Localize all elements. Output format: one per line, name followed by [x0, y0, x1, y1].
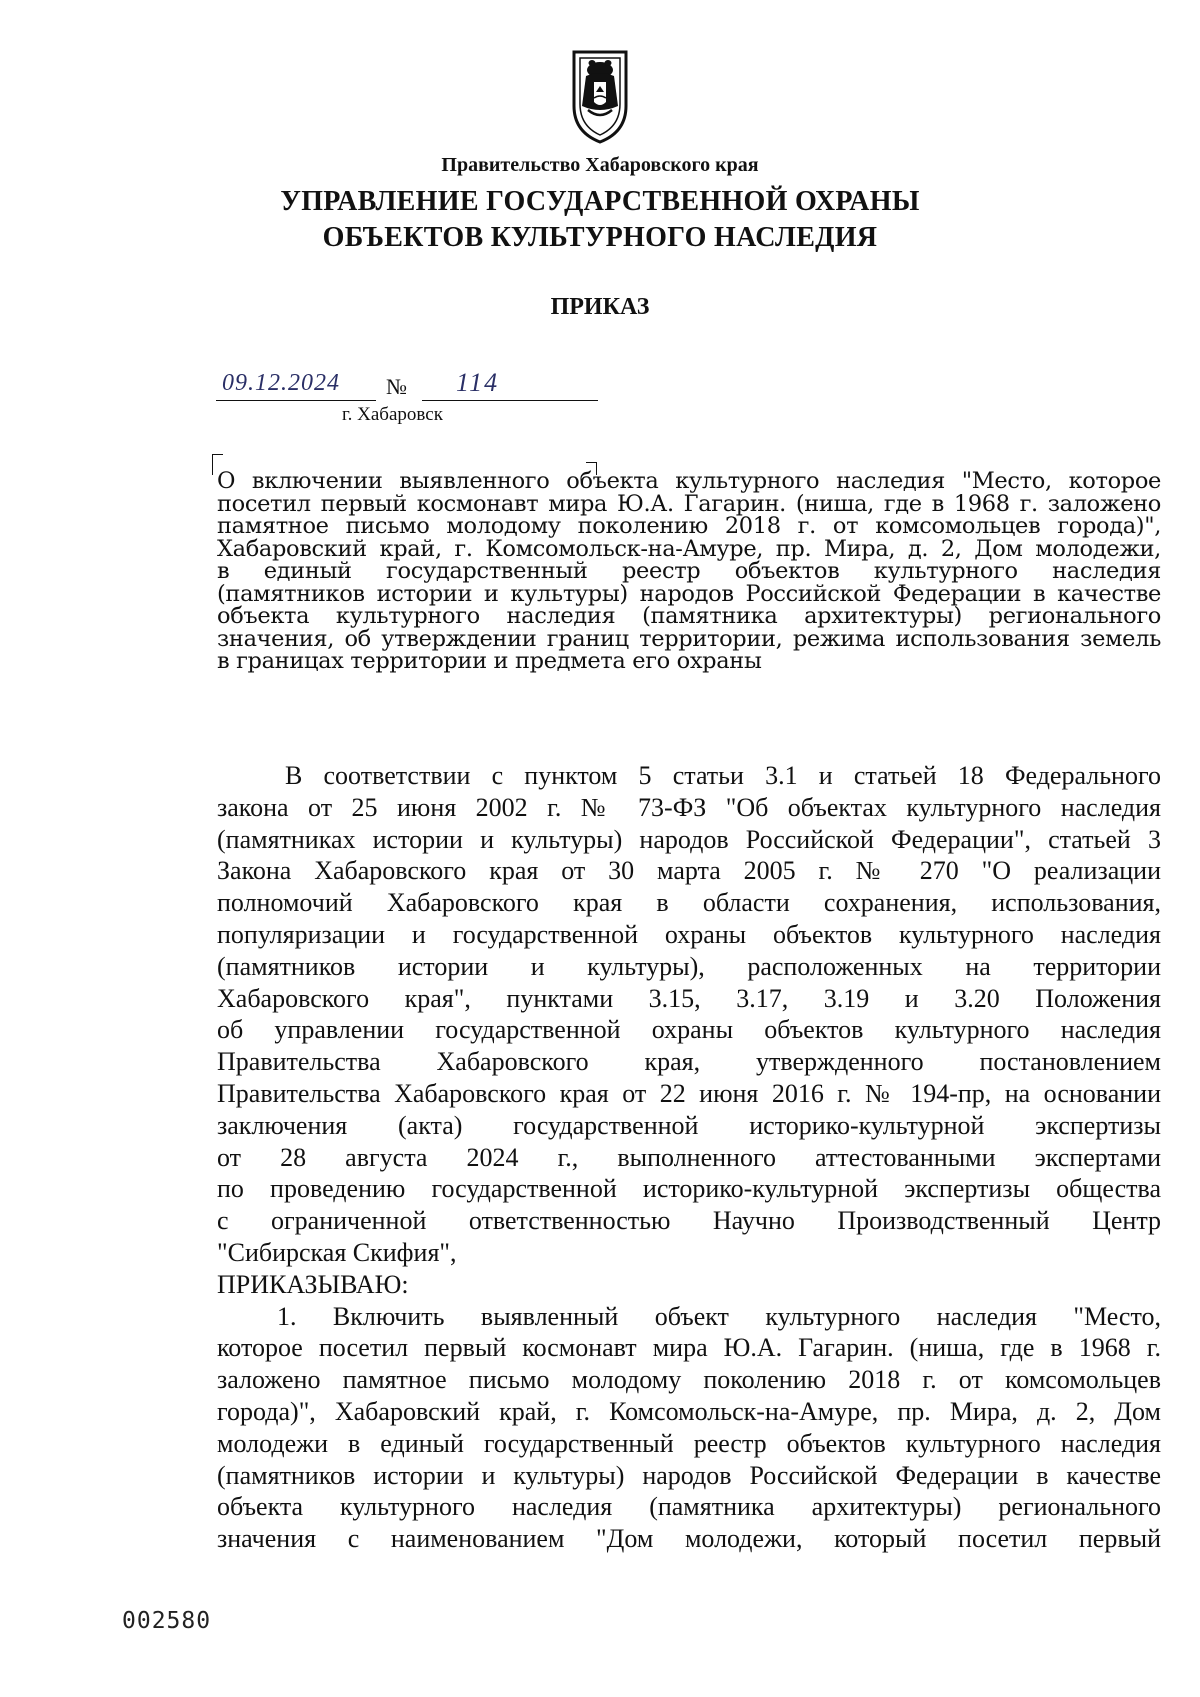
- department-title-line-1: УПРАВЛЕНИЕ ГОСУДАРСТВЕННОЙ ОХРАНЫ: [280, 186, 920, 217]
- department-title-line-2: ОБЪЕКТОВ КУЛЬТУРНОГО НАСЛЕДИЯ: [322, 222, 878, 253]
- preamble-line: Закона Хабаровского края от 30 марта 2005 г. № 270 "О реализации: [217, 856, 1161, 886]
- item-line: города)", Хабаровский край, г. Комсомольск-на-Амуре, пр. Мира, д. 2, Дом: [217, 1396, 1161, 1426]
- item-line: молодежи в единый государственный реестр объектов культурного наследия: [217, 1428, 1161, 1458]
- subject-line: объекта культурного наследия (памятника архитектуры) регионального: [217, 603, 1161, 629]
- issue-city: г. Хабаровск: [342, 404, 443, 425]
- subject-line: О включении выявленного объекта культурного наследия "Место, которое: [217, 468, 1161, 494]
- preamble-line: по проведению государственной историко-культурной экспертизы общества: [217, 1174, 1161, 1204]
- document-serial-number: 002580: [122, 1608, 212, 1634]
- subject-line: памятное письмо молодому поколению 2018 г. от комсомольцев города)",: [217, 513, 1161, 539]
- preamble-line: об управлении государственной охраны объектов культурного наследия: [217, 1015, 1161, 1045]
- preamble-line: (памятниках истории и культуры) народов Российской Федерации", статьей 3: [217, 824, 1161, 854]
- subject-line: в границах территории и предмета его охраны: [217, 648, 762, 674]
- preamble-line: заключения (акта) государственной историко-культурной экспертизы: [217, 1110, 1161, 1140]
- government-name: Правительство Хабаровского края: [441, 154, 759, 176]
- subject-line: значения, об утверждении границ территории, режима использования земель: [217, 625, 1161, 652]
- document-type-title: ПРИКАЗ: [550, 294, 650, 320]
- item-line: значения с наименованием "Дом молодежи, который посетил первый: [217, 1524, 1161, 1554]
- date-underline: [216, 400, 376, 401]
- preamble-line: В соответствии с пунктом 5 статьи 3.1 и статьей 18 Федерального: [285, 761, 1161, 790]
- preamble-line: Правительства Хабаровского края, утвержденного постановлением: [217, 1047, 1161, 1077]
- handwritten-number: 114: [456, 368, 500, 397]
- order-body: [217, 760, 1161, 1555]
- preamble-line: Правительства Хабаровского края от 22 июня 2016 г. № 194-пр, на основании: [217, 1078, 1161, 1108]
- number-sign: №: [386, 374, 407, 399]
- number-underline: [422, 400, 598, 401]
- preamble-line: полномочий Хабаровского края в области сохранения, использования,: [217, 888, 1161, 918]
- order-subject: [217, 470, 1161, 673]
- preamble-line: с ограниченной ответственностью Научно Производственный Центр: [217, 1206, 1161, 1236]
- subject-line: в единый государственный реестр объектов культурного наследия: [217, 558, 1161, 584]
- item-line: 1. Включить выявленный объект культурного наследия "Место,: [277, 1301, 1161, 1331]
- handwritten-date: 09.12.2024: [222, 370, 340, 396]
- item-line: которое посетил первый космонавт мира Ю.А. Гагарин. (ниша, где в 1968 г.: [217, 1333, 1161, 1363]
- subject-line: Хабаровский край, г. Комсомольск-на-Амуре, пр. Мира, д. 2, Дом молодежи,: [217, 535, 1161, 562]
- preamble-paragraph: [217, 760, 1161, 1269]
- order-word: ПРИКАЗЫВАЮ:: [217, 1269, 409, 1299]
- preamble-line: "Сибирская Скифия",: [217, 1237, 457, 1267]
- item-line: (памятников истории и культуры) народов Российской Федерации в качестве: [217, 1460, 1161, 1490]
- subject-line: (памятников истории и культуры) народов Российской Федерации в качестве: [217, 580, 1161, 607]
- preamble-line: закона от 25 июня 2002 г. № 73-ФЗ "Об объектах культурного наследия: [217, 792, 1161, 822]
- order-item-1: [217, 1301, 1161, 1555]
- preamble-line: от 28 августа 2024 г., выполненного аттестованными экспертами: [217, 1142, 1161, 1172]
- coat-of-arms-emblem: [568, 48, 632, 144]
- preamble-line: популяризации и государственной охраны объектов культурного наследия: [217, 919, 1161, 949]
- item-line: заложено памятное письмо молодому поколению 2018 г. от комсомольцев: [217, 1365, 1161, 1395]
- subject-line: посетил первый космонавт мира Ю.А. Гагарин. (ниша, где в 1968 г. заложено: [217, 490, 1161, 517]
- preamble-line: (памятников истории и культуры), расположенных на территории: [217, 951, 1161, 981]
- preamble-line: Хабаровского края", пунктами 3.15, 3.17, 3.19 и 3.20 Положения: [217, 983, 1161, 1013]
- item-line: объекта культурного наследия (памятника архитектуры) регионального: [217, 1492, 1161, 1522]
